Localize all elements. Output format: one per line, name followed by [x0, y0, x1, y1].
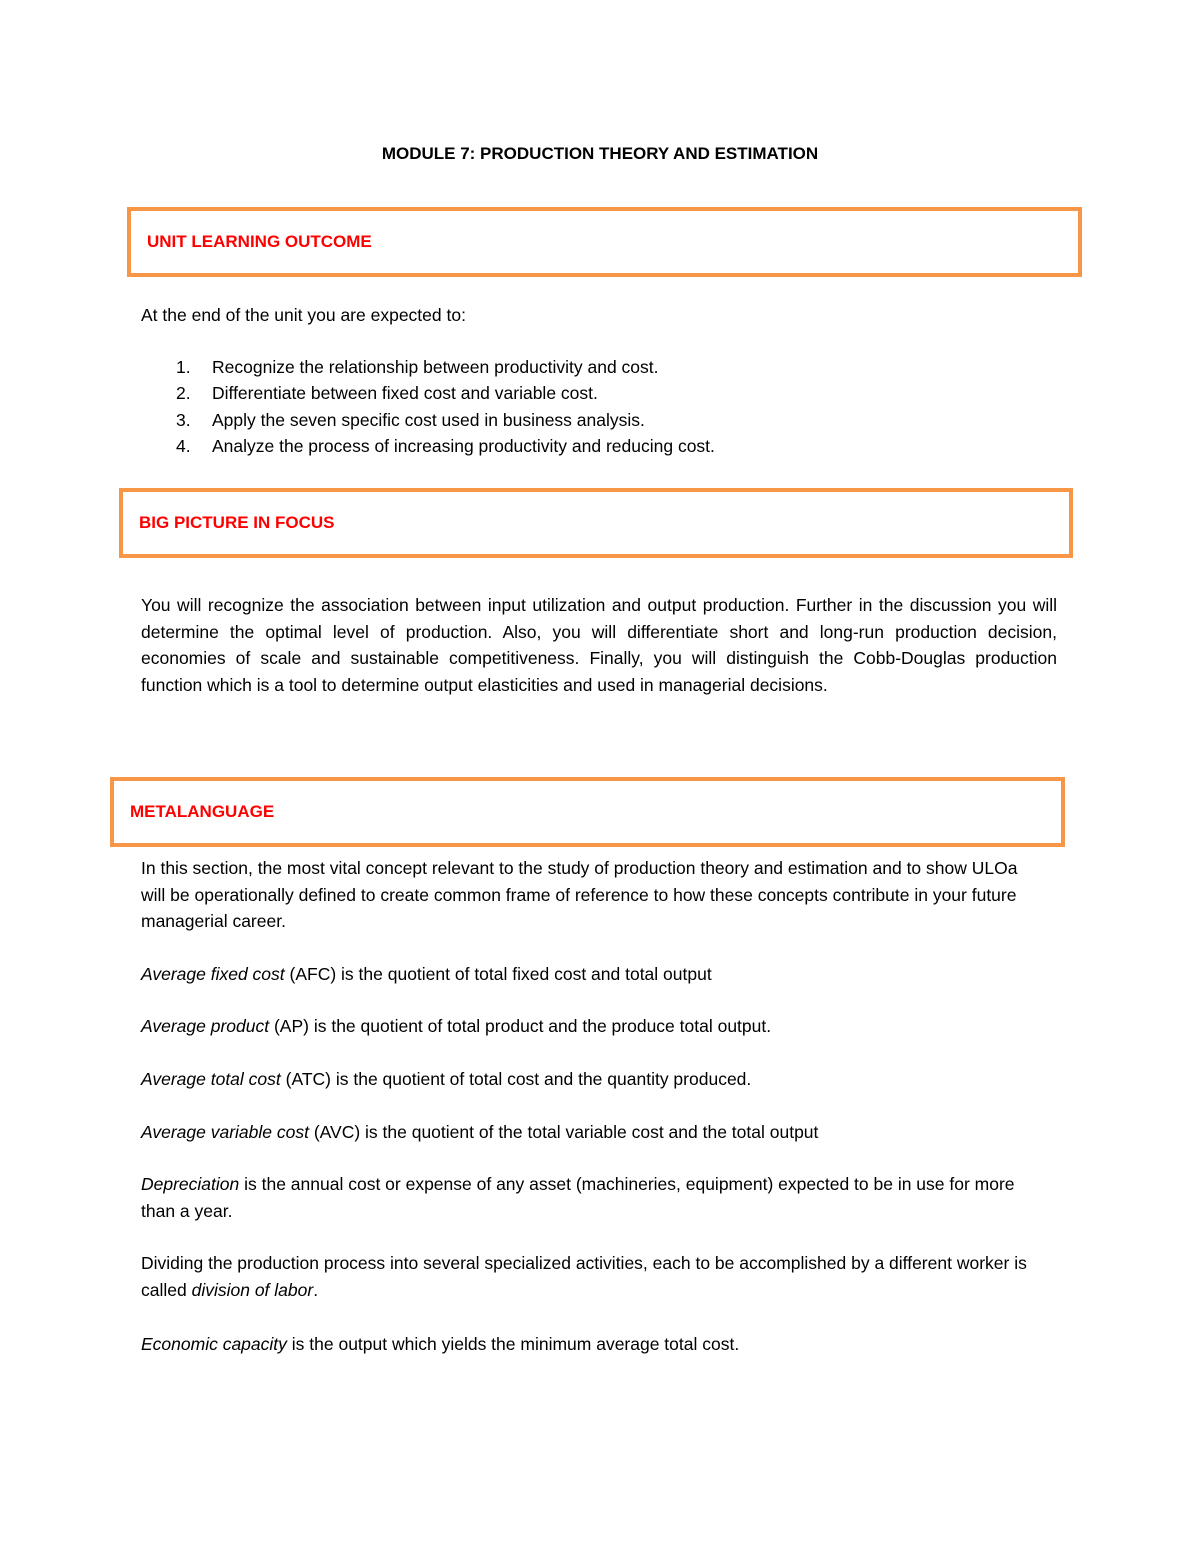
definition-depreciation: Depreciation is the annual cost or expense of any asset (machineries, equipment) expected to be in use for more than a year.	[141, 1174, 1015, 1221]
term: Average product	[141, 1016, 270, 1036]
term: division of labor	[191, 1279, 314, 1300]
big-picture-header-label: BIG PICTURE IN FOCUS	[139, 513, 335, 532]
list-item: 1. Recognize the relationship between productivity and cost.	[176, 357, 659, 377]
definition-division-of-labor: Dividing the production process into several specialized activities, each to be accomplished by a different worker is called division of labor.	[141, 1253, 1027, 1300]
metalanguage-header-box	[110, 777, 1065, 847]
list-item: 4. Analyze the process of increasing productivity and reducing cost.	[176, 435, 715, 456]
metalanguage-header-label: METALANGUAGE	[130, 802, 275, 821]
term: Average variable cost	[141, 1122, 309, 1142]
definition-economic-capacity: Economic capacity is the output which yields the minimum average total cost.	[141, 1334, 740, 1354]
term: Economic capacity	[141, 1334, 287, 1354]
ulo-header-label: UNIT LEARNING OUTCOME	[147, 232, 372, 251]
definition-afc: Average fixed cost (AFC) is the quotient of total fixed cost and total output	[141, 964, 712, 984]
term: Depreciation	[141, 1174, 240, 1194]
definition-avc: Average variable cost (AVC) is the quotient of the total variable cost and the total output	[141, 1122, 819, 1142]
definition-atc: Average total cost (ATC) is the quotient of total cost and the quantity produced.	[141, 1069, 752, 1089]
metalanguage-intro: In this section, the most vital concept relevant to the study of production theory and estimation and to show ULOa will be operationally defined to create common frame of reference to how these concepts contribute in your future managerial career.	[141, 858, 1018, 931]
outcomes-list	[176, 354, 715, 459]
big-picture-header-box	[119, 488, 1073, 558]
big-picture-paragraph: You will recognize the association between input utilization and output production. Further in the discussion you will determine the optimal level of production. Also, you will differentiate short and long-run production decision, economies of scale and sustainable competitiveness. Finally, you will distinguish the Cobb-Douglas production function which is a tool to determine output elasticities and used in managerial decisions.	[141, 595, 1057, 695]
definition-ap: Average product (AP) is the quotient of total product and the produce total output.	[141, 1016, 772, 1036]
term: Average fixed cost	[141, 964, 285, 984]
list-item: 3. Apply the seven specific cost used in business analysis.	[176, 409, 645, 430]
ulo-header-box	[127, 207, 1082, 277]
ulo-intro: At the end of the unit you are expected to:	[141, 305, 466, 325]
term: Average total cost	[141, 1069, 281, 1089]
list-item: 2. Differentiate between fixed cost and variable cost.	[176, 383, 598, 404]
page-title: MODULE 7: PRODUCTION THEORY AND ESTIMATION	[381, 144, 819, 163]
